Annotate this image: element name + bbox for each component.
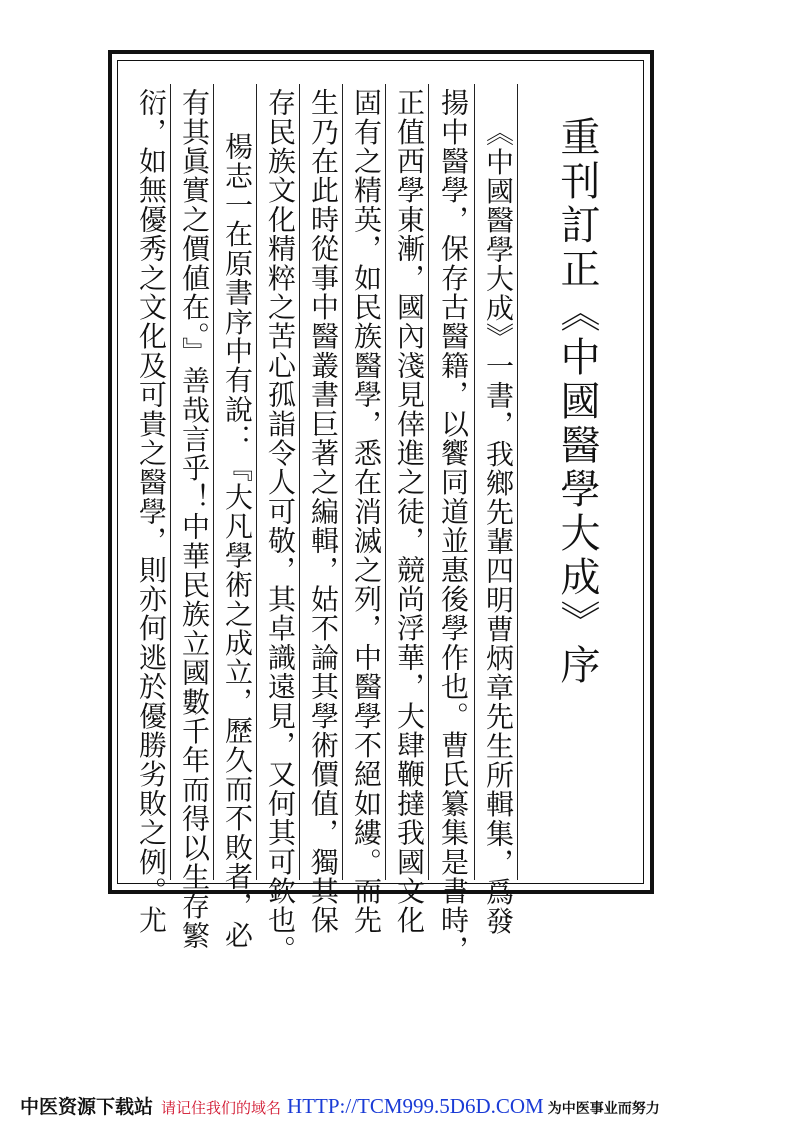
footer-remember-note: 请记住我们的域名 [161, 1099, 282, 1117]
text-column-4: 固有之精英，如民族醫學，悉在消滅之列，中醫學不絕如縷。而先 [350, 88, 383, 935]
footer-banner [0, 1092, 792, 1122]
page-title: 重刊訂正《中國醫學大成》序 [554, 116, 600, 688]
footer-slogan: 为中医事业而努力 [547, 1101, 660, 1117]
text-column-8: 有其眞實之價値在。』善哉言乎！中華民族立國數千年而得以生存繁 [178, 88, 211, 950]
text-column-9: 衍，如無優秀之文化及可貴之醫學，則亦何逃於優勝劣敗之例。尤 [135, 88, 168, 935]
text-column-2: 揚中醫學，保存古醫籍，以饗同道並惠後學作也。曹氏纂集是書時， [437, 88, 470, 964]
text-column-5: 生乃在此時從事中醫叢書巨著之編輯，姑不論其學術價值，獨其保 [307, 88, 340, 935]
text-column-3: 正值西學東漸，國內淺見倖進之徒，競尚浮華，大肆鞭撻我國文化 [393, 88, 426, 935]
column-rule [474, 84, 475, 880]
footer-url-link[interactable]: HTTP://TCM999.5D6D.COM [287, 1094, 544, 1118]
footer-site-name: 中医资源下载站 [20, 1096, 154, 1118]
text-column-6: 存民族文化精粹之苦心孤詣令人可敬，其卓識遠見，又何其可欽也。 [264, 88, 297, 964]
text-column-1: 《中國醫學大成》一書，我鄉先輩四明曹炳章先生所輯集，爲發 [482, 118, 515, 936]
text-column-7: 楊志一在原書序中有說：『大凡學術之成立，歷久而不敗者，必 [221, 132, 254, 950]
